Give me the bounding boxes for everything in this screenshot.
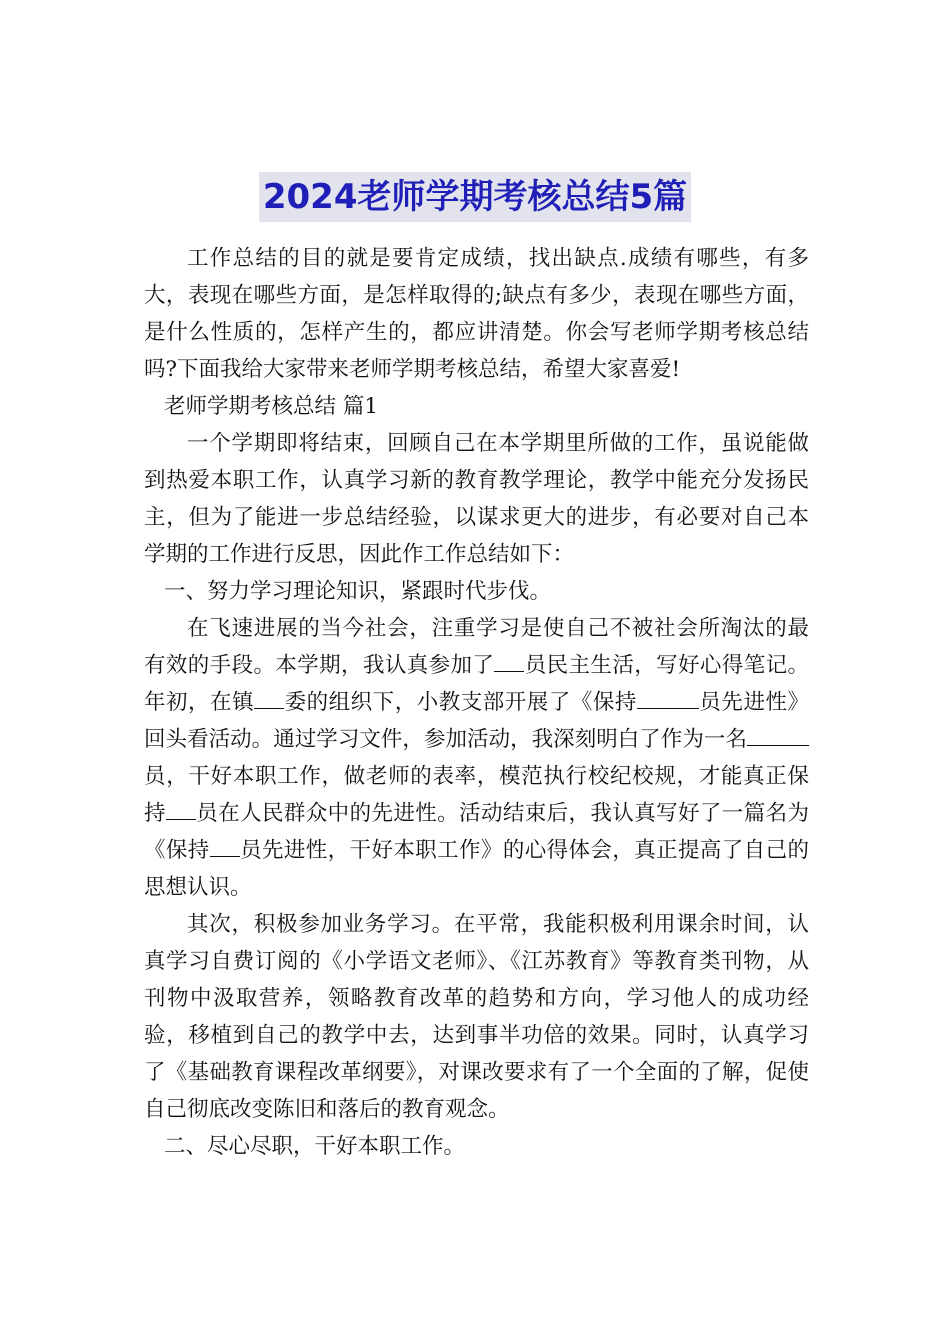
intro-paragraph: 工作总结的目的就是要肯定成绩，找出缺点.成绩有哪些，有多大，表现在哪些方面，是怎样取得的;缺点有多少，表现在哪些方面，是什么性质的，怎样产生的，都应讲清楚。你会写老师学期考核总结吗?下面我给大家带来老师学期考核总结，希望大家喜爱! (144, 246, 809, 382)
document-body (144, 240, 809, 1165)
paragraph-2 (144, 610, 809, 906)
heading-1: 一、努力学习理论知识，紧跟时代步伐。 (164, 579, 552, 604)
section-title: 老师学期考核总结 篇1 (164, 394, 379, 419)
document-title: 2024老师学期考核总结5篇 (259, 172, 691, 222)
title-wrap (0, 172, 950, 222)
fill-blank (637, 688, 699, 709)
paragraph-2-part-2: 员民主生活，写好心得笔记。年初，在镇 (144, 653, 809, 715)
paragraph-2-part-6: 员在人民群众中的先进性。活动结束后，我认真写好了一篇名为《保持 (144, 801, 809, 863)
fill-blank (210, 836, 240, 857)
fill-blank (254, 688, 284, 709)
paragraph-2-part-7: 员先进性，干好本职工作》的心得体会，真正提高了自己的思想认识。 (144, 838, 809, 900)
fill-blank (494, 651, 524, 672)
paragraph-2-part-4: 员先进性》回头看活动。通过学习文件，参加活动，我深刻明白了作为一名 (144, 690, 809, 752)
fill-blank (747, 725, 809, 746)
paragraph-2-part-3: 委的组织下，小教支部开展了《保持 (284, 690, 637, 715)
fill-blank (166, 799, 196, 820)
heading-2: 二、尽心尽职，干好本职工作。 (164, 1134, 466, 1159)
paragraph-2-part-5: 员，干好本职工作，做老师的表率，模范执行校纪校规，才能真正保持 (144, 764, 809, 826)
paragraph-2-part-1: 在飞速进展的当今社会，注重学习是使自己不被社会所淘汰的最有效的手段。本学期，我认真参加了 (144, 616, 809, 678)
paragraph-1: 一个学期即将结束，回顾自己在本学期里所做的工作，虽说能做到热爱本职工作，认真学习新的教育教学理论，教学中能充分发扬民主，但为了能进一步总结经验，以谋求更大的进步，有必要对自己本学期的工作进行反思，因此作工作总结如下： (144, 431, 809, 567)
paragraph-3: 其次，积极参加业务学习。在平常，我能积极利用课余时间，认真学习自费订阅的《小学语文老师》、《江苏教育》等教育类刊物，从刊物中汲取营养，领略教育改革的趋势和方向，学习他人的成功经验，移植到自己的教学中去，达到事半功倍的效果。同时，认真学习了《基础教育课程改革纲要》，对课改要求有了一个全面的了解，促使自己彻底改变陈旧和落后的教育观念。 (144, 912, 809, 1122)
